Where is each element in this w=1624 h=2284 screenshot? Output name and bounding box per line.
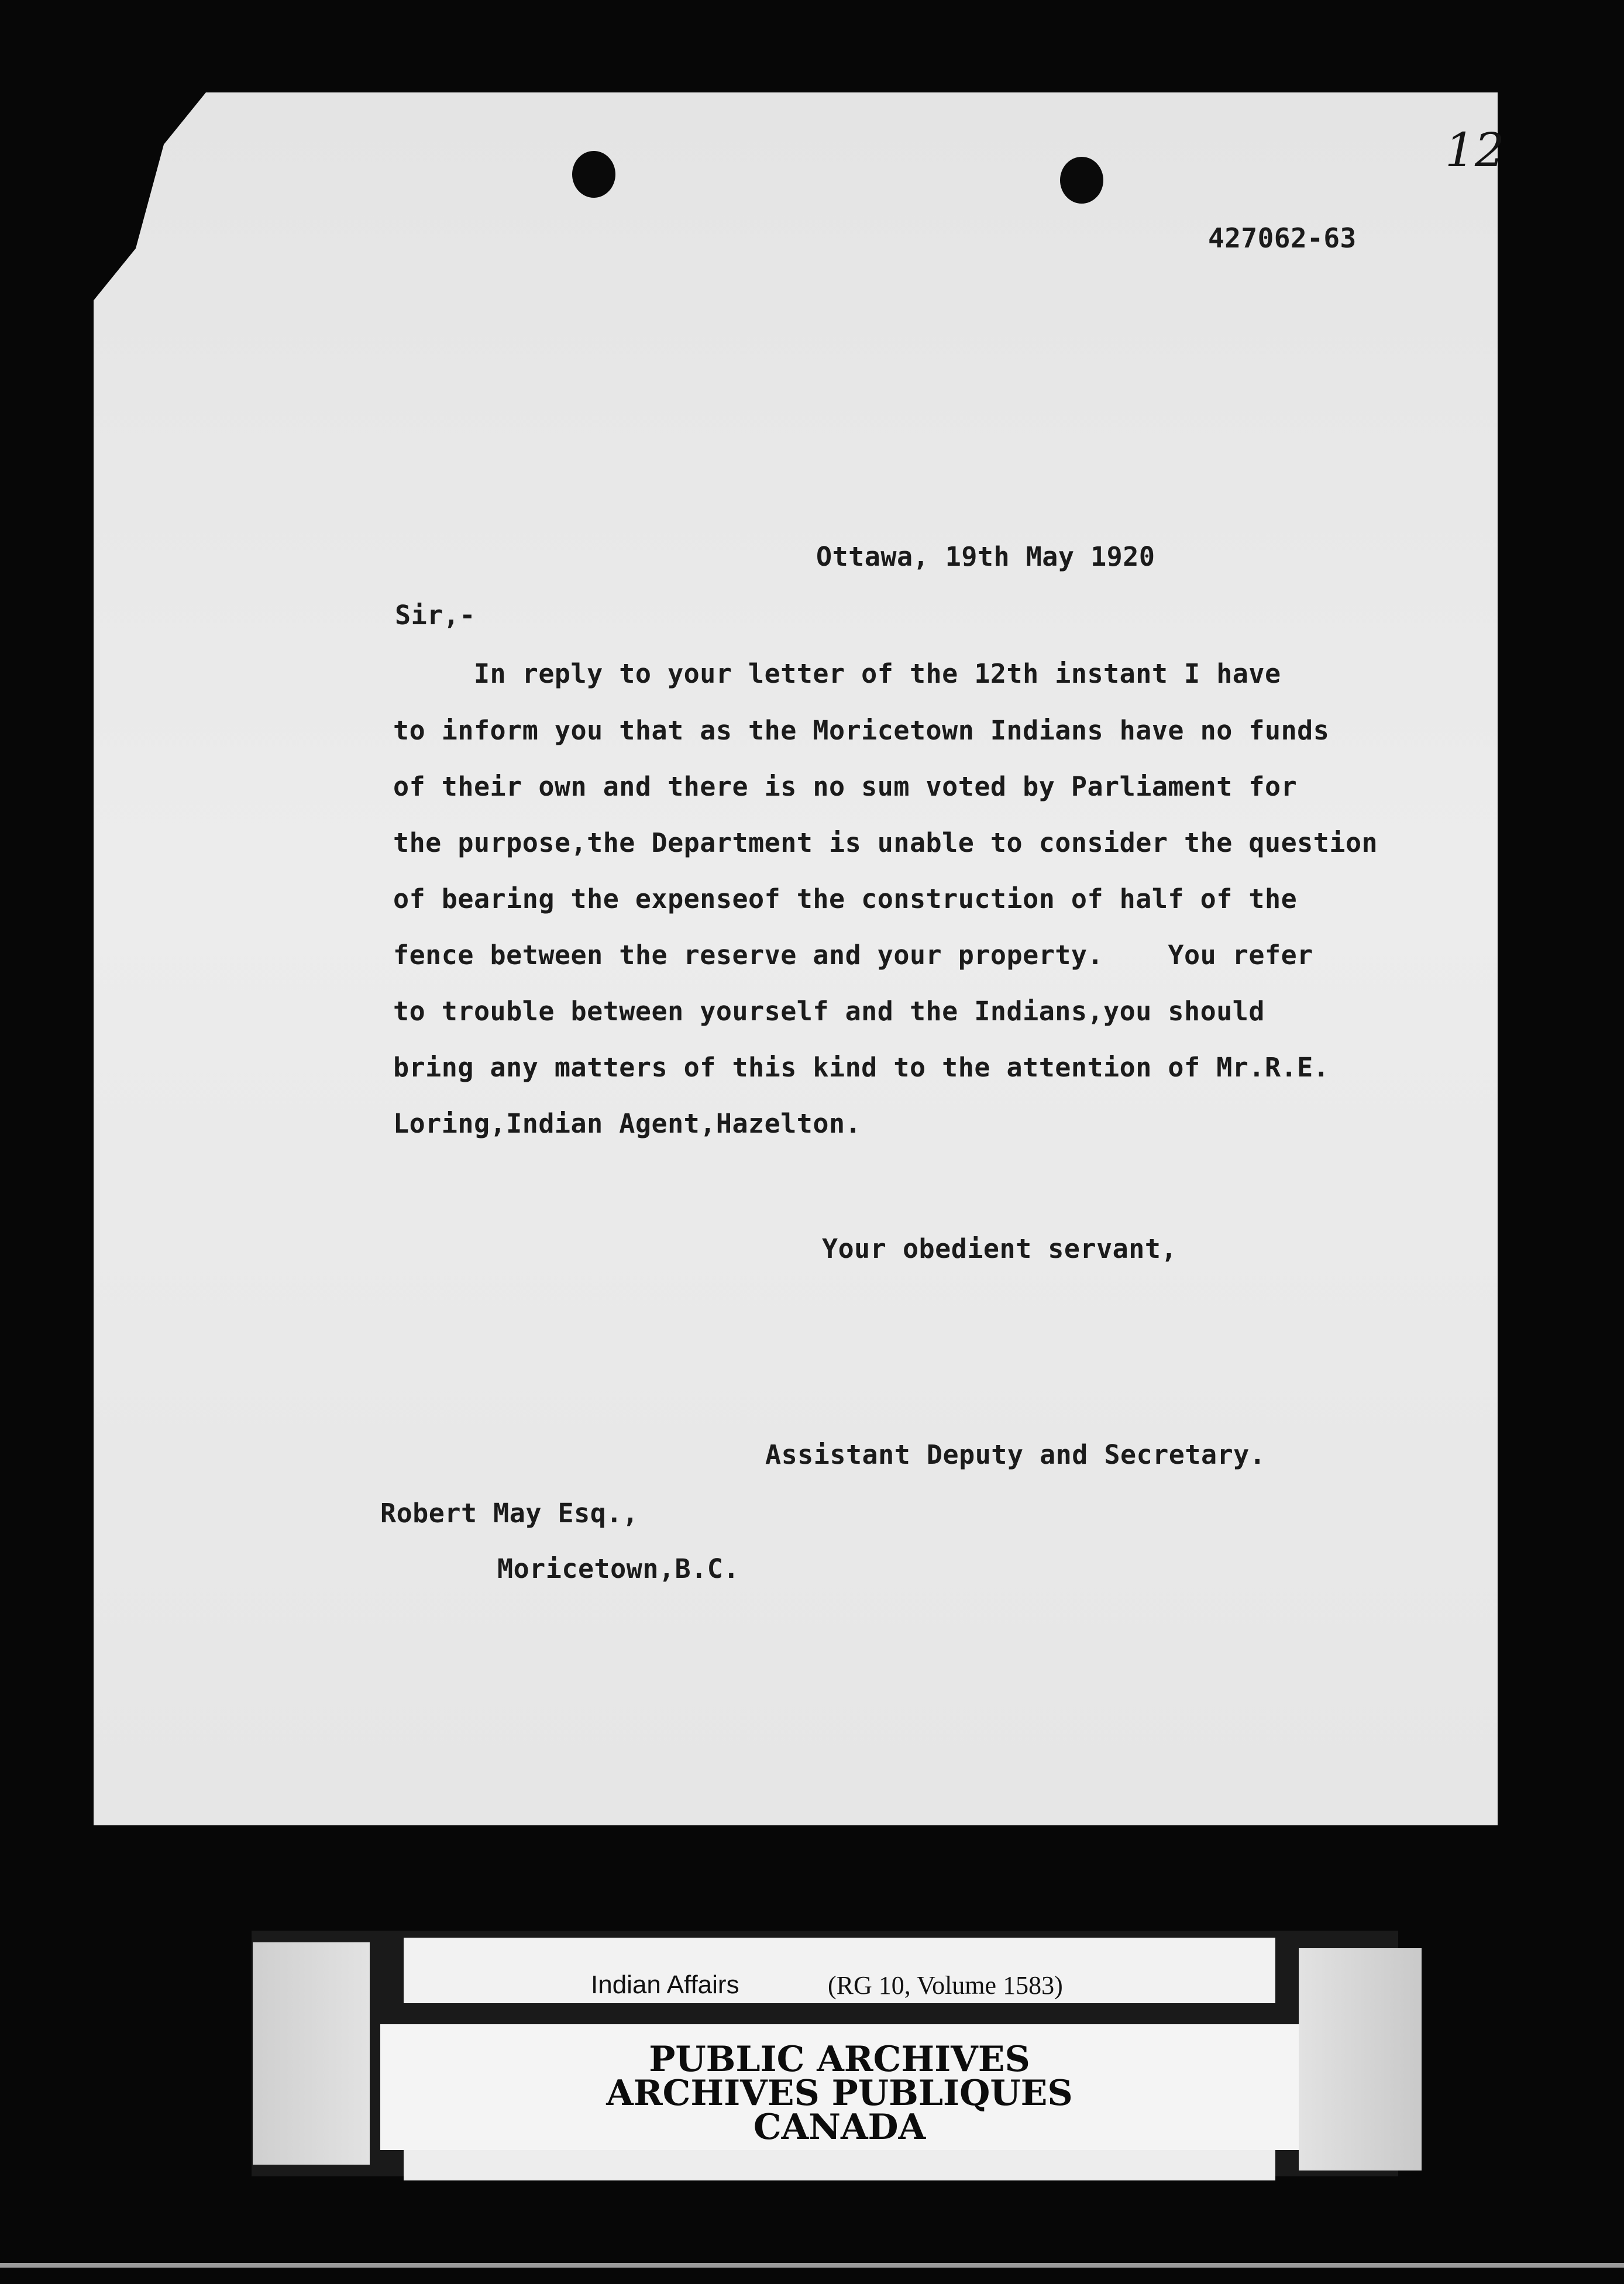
salutation: Sir,-	[395, 600, 476, 631]
archive-reference: (RG 10, Volume 1583)	[828, 1971, 1063, 2000]
body-line: Loring,Indian Agent,Hazelton.	[393, 1108, 862, 1139]
archive-collection: Indian Affairs	[591, 1970, 739, 1999]
addressee-place: Moricetown,B.C.	[497, 1553, 739, 1584]
archive-label-left-tab	[253, 1942, 370, 2165]
signature-title: Assistant Deputy and Secretary.	[765, 1439, 1266, 1470]
dateline: Ottawa, 19th May 1920	[816, 541, 1155, 572]
addressee-name: Robert May Esq.,	[380, 1498, 639, 1529]
film-edge	[0, 2263, 1624, 2268]
archive-stamp-line: PUBLIC ARCHIVES	[649, 2039, 1030, 2080]
punch-hole-left	[572, 151, 615, 198]
body-line: bring any matters of this kind to the attention of Mr.R.E.	[393, 1052, 1330, 1083]
archive-label-bottom-strip	[404, 2150, 1275, 2180]
body-line: fence between the reserve and your property. You refer	[393, 940, 1313, 971]
body-line: to trouble between yourself and the Indians,you should	[393, 996, 1265, 1027]
handwritten-page-number: 12	[1445, 123, 1505, 177]
body-line: of bearing the expenseof the construction of half of the	[393, 883, 1298, 914]
archive-label-right-tab	[1299, 1948, 1422, 2171]
body-line: the purpose,the Department is unable to consider the question	[393, 827, 1378, 858]
closing: Your obedient servant,	[822, 1233, 1178, 1264]
body-line: to inform you that as the Moricetown Indians have no funds	[393, 715, 1330, 746]
body-line: In reply to your letter of the 12th instant I have	[393, 658, 1281, 689]
punch-hole-right	[1060, 157, 1103, 204]
archive-stamp-line: ARCHIVES PUBLIQUES	[606, 2073, 1073, 2114]
body-line: of their own and there is no sum voted by Parliament for	[393, 771, 1298, 802]
file-number: 427062-63	[1208, 222, 1357, 254]
archive-stamp-line: CANADA	[753, 2107, 926, 2148]
